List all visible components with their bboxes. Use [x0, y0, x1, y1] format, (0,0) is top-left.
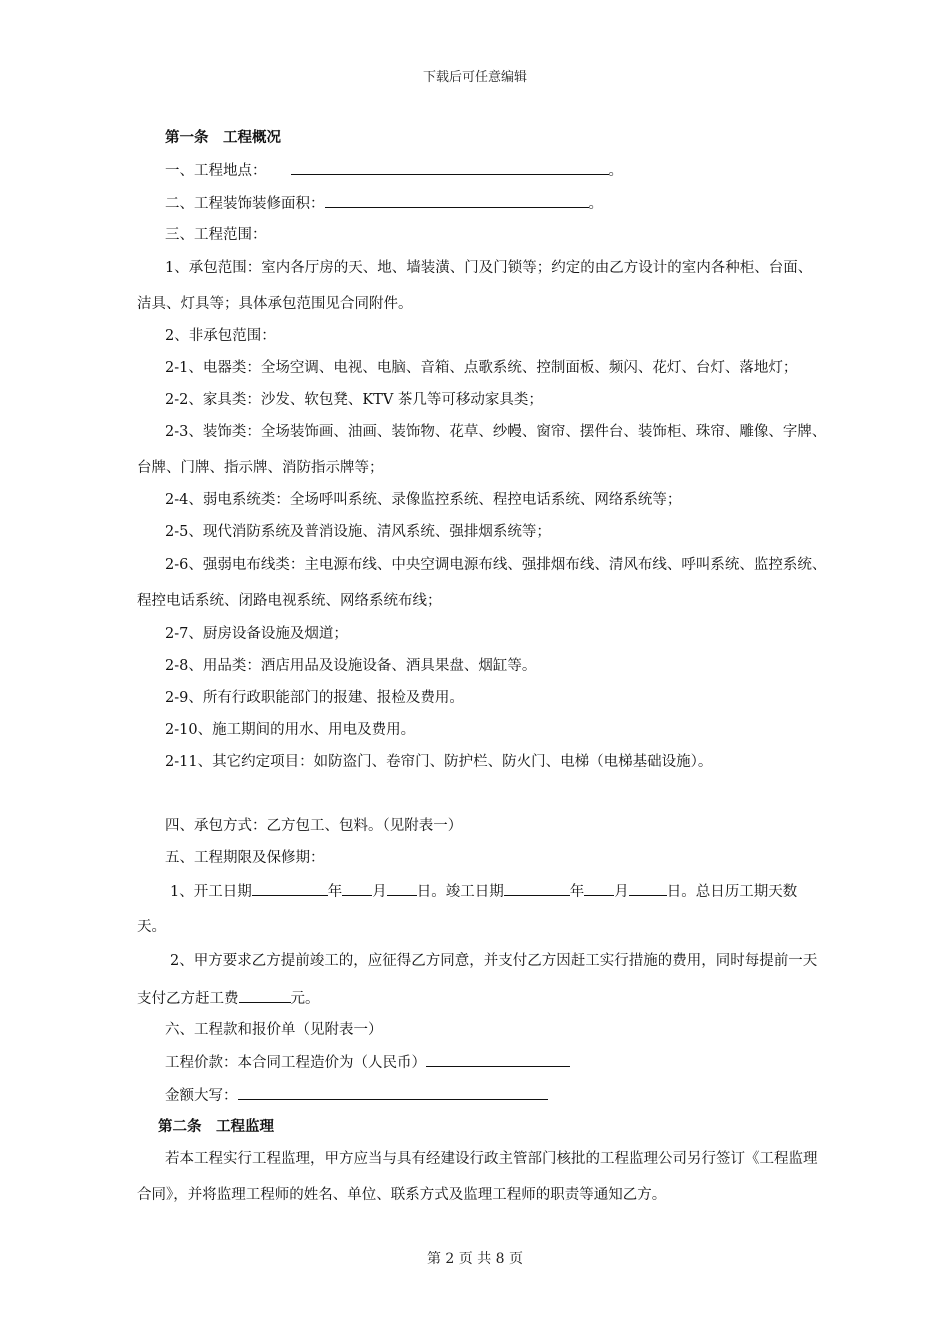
- price-text: 工程价款：本合同工程造价为（人民币）: [165, 1055, 426, 1071]
- end-year-unit: 年: [569, 884, 585, 900]
- start-day-blank[interactable]: [387, 881, 417, 896]
- amount-line: [165, 1085, 950, 1106]
- end-date-label: 日。竣工日期: [416, 884, 504, 900]
- period-label: 五、工程期限及保修期：: [165, 850, 325, 866]
- rush-fee-unit: 元。: [290, 991, 320, 1007]
- start-year-unit: 年: [327, 884, 343, 900]
- article-2-title: 第二条 工程监理: [158, 1118, 274, 1135]
- area-blank[interactable]: [325, 193, 589, 208]
- end-month-blank[interactable]: [584, 881, 614, 896]
- scope-2-6a: 2-6、强弱电布线类：主电源布线、中央空调电源布线、强排烟布线、清风布线、呼叫系统、监控系统、: [165, 557, 827, 573]
- scope-2-11: 2-11、其它约定项目：如防盗门、卷帘门、防护栏、防火门、电梯（电梯基础设施）。: [165, 754, 713, 770]
- supervision-b: 合同》，并将监理工程师的姓名、单位、联系方式及监理工程师的职责等通知乙方。: [137, 1187, 667, 1203]
- start-year-blank[interactable]: [252, 881, 328, 896]
- page-header: 下载后可任意编辑: [422, 70, 527, 85]
- scope-1b: 洁具、灯具等；具体承包范围见合同附件。: [137, 296, 413, 312]
- amount-blank[interactable]: [238, 1085, 548, 1100]
- article-1-title: 第一条 工程概况: [165, 129, 281, 146]
- scope-2-3b: 台牌、门牌、指示牌、消防指示牌等；: [137, 460, 384, 476]
- site-blank[interactable]: [291, 160, 609, 175]
- scope-label: 三、工程范围：: [165, 227, 267, 243]
- rush-fee-blank[interactable]: [239, 988, 291, 1003]
- scope-2-10: 2-10、施工期间的用水、用电及费用。: [165, 722, 416, 738]
- scope-2-6b: 程控电话系统、闭路电视系统、网络系统布线；: [137, 593, 442, 609]
- period-dates: [170, 881, 950, 902]
- site-line: [165, 160, 950, 181]
- price-label: 六、工程款和报价单（见附表一）: [165, 1022, 383, 1038]
- amount-text: 金额大写：: [165, 1088, 238, 1104]
- early-completion-b: [137, 988, 950, 1009]
- site-label: 一、工程地点：: [165, 163, 267, 179]
- scope-2: 2、非承包范围：: [165, 328, 276, 344]
- early-completion-a: 2、甲方要求乙方提前竣工的，应征得乙方同意，并支付乙方因赶工实行措施的费用，同时每提前一天: [170, 953, 818, 969]
- period-tail: 天。: [137, 919, 166, 935]
- start-month-unit: 月: [372, 884, 387, 900]
- area-line: [165, 193, 950, 214]
- price-blank[interactable]: [426, 1052, 570, 1067]
- scope-1a: 1、承包范围：室内各厅房的天、地、墙装潢、门及门锁等；约定的由乙方设计的室内各种柜、台面、: [165, 260, 813, 276]
- area-end: 。: [588, 196, 603, 212]
- start-date-label: 1、开工日期: [170, 884, 252, 900]
- scope-2-3a: 2-3、装饰类：全场装饰画、油画、装饰物、花草、纱幔、窗帘、摆件台、装饰柜、珠帘、雕像、字牌、: [165, 424, 827, 440]
- start-month-blank[interactable]: [342, 881, 372, 896]
- scope-2-8: 2-8、用品类：酒店用品及设施设备、酒具果盘、烟缸等。: [165, 658, 537, 674]
- end-day-blank[interactable]: [629, 881, 667, 896]
- scope-2-9: 2-9、所有行政职能部门的报建、报检及费用。: [165, 690, 464, 706]
- supervision-a: 若本工程实行工程监理，甲方应当与具有经建设行政主管部门核批的工程监理公司另行签订《工程监理: [165, 1151, 818, 1167]
- rush-fee-label: 支付乙方赶工费: [137, 991, 239, 1007]
- scope-2-1: 2-1、电器类：全场空调、电视、电脑、音箱、点歌系统、控制面板、频闪、花灯、台灯、落地灯；: [165, 360, 798, 376]
- price-line: [165, 1052, 950, 1073]
- site-end: 。: [608, 163, 623, 179]
- end-month-unit: 月: [614, 884, 629, 900]
- end-year-blank[interactable]: [504, 881, 570, 896]
- contract-mode: 四、承包方式：乙方包工、包料。（见附表一）: [165, 818, 463, 834]
- scope-2-7: 2-7、厨房设备设施及烟道；: [165, 626, 348, 642]
- page-footer: 第 2 页 共 8 页: [426, 1251, 524, 1267]
- area-label: 二、工程装饰装修面积：: [165, 196, 325, 212]
- scope-2-2: 2-2、家具类：沙发、软包凳、KTV 茶几等可移动家具类；: [165, 392, 543, 408]
- scope-2-4: 2-4、弱电系统类：全场呼叫系统、录像监控系统、程控电话系统、网络系统等；: [165, 492, 682, 508]
- scope-2-5: 2-5、现代消防系统及普消设施、清风系统、强排烟系统等；: [165, 524, 551, 540]
- total-days-label: 日。总日历工期天数: [666, 884, 798, 900]
